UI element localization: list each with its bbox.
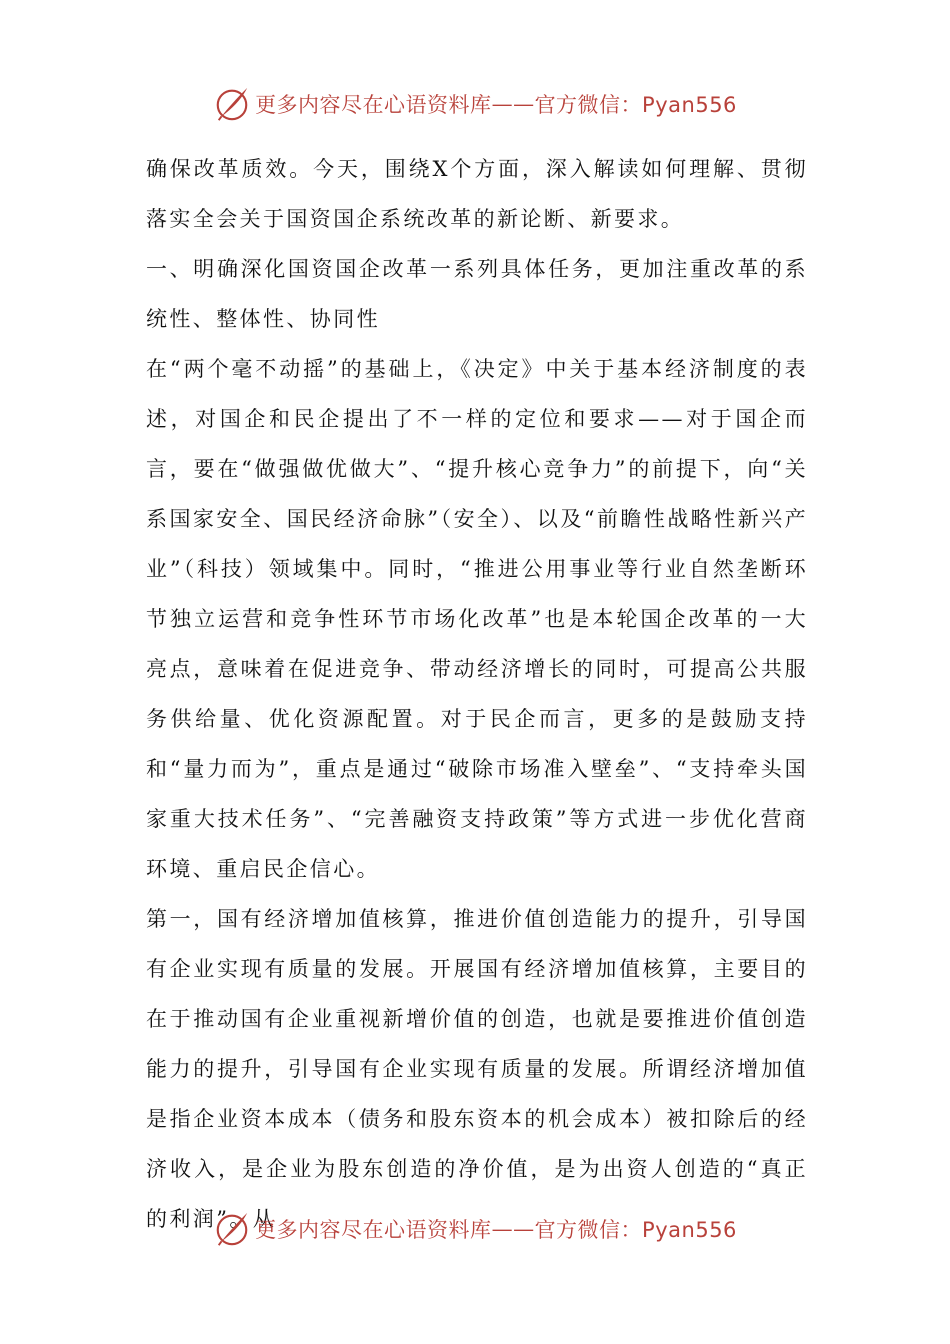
header-banner xyxy=(0,84,950,124)
quill-pen-icon xyxy=(213,85,251,123)
document-body xyxy=(146,144,808,1244)
banner-wechat: 官方微信：Pyan556 xyxy=(534,93,737,117)
quill-pen-icon xyxy=(213,1210,251,1248)
section-heading: 一、明确深化国资国企改革一系列具体任务，更加注重改革的系统性、整体性、协同性 xyxy=(146,257,808,331)
banner-wechat: 官方微信：Pyan556 xyxy=(534,1218,737,1242)
paragraph: 在“两个毫不动摇”的基础上，《决定》中关于基本经济制度的表述，对国企和民企提出了不一样的定位和要求——对于国企而言，要在“做强做优做大”、“提升核心竞争力”的前提下，向“关系国家安全、国民经济命脉”（安全）、以及“前瞻性战略性新兴产业”（科技）领域集中。同时，“推进公用事业等行业自然垄断环节独立运营和竞争性环节市场化改革”也是本轮国企改革的一大亮点，意味着在促进竞争、带动经济增长的同时，可提高公共服务供给量、优化资源配置。对于民企而言，更多的是鼓励支持和“量力而为”，重点是通过“破除市场准入壁垒”、“支持牵头国家重大技术任务”、“完善融资支持政策”等方式进一步优化营商环境、重启民企信心。 xyxy=(146,357,808,881)
footer-banner xyxy=(0,1209,950,1249)
paragraph: 确保改革质效。今天，围绕X个方面，深入解读如何理解、贯彻落实全会关于国资国企系统改革的新论断、新要求。 xyxy=(146,157,808,231)
paragraph: 第一，国有经济增加值核算，推进价值创造能力的提升，引导国有企业实现有质量的发展。开展国有经济增加值核算，主要目的在于推动国有企业重视新增价值的创造，也就是要推进价值创造能力的提升，引导国有企业实现有质量的发展。所谓经济增加值是指企业资本成本（债务和股东资本的机会成本）被扣除后的经济收入，是企业为股东创造的净价值，是为出资人创造的“真正的利润”。从 xyxy=(146,907,808,1231)
banner-title: 更多内容尽在心语资料库 xyxy=(255,93,492,117)
banner-dash: —— xyxy=(491,92,535,116)
banner-dash: —— xyxy=(491,1217,535,1241)
banner-title: 更多内容尽在心语资料库 xyxy=(255,1218,492,1242)
